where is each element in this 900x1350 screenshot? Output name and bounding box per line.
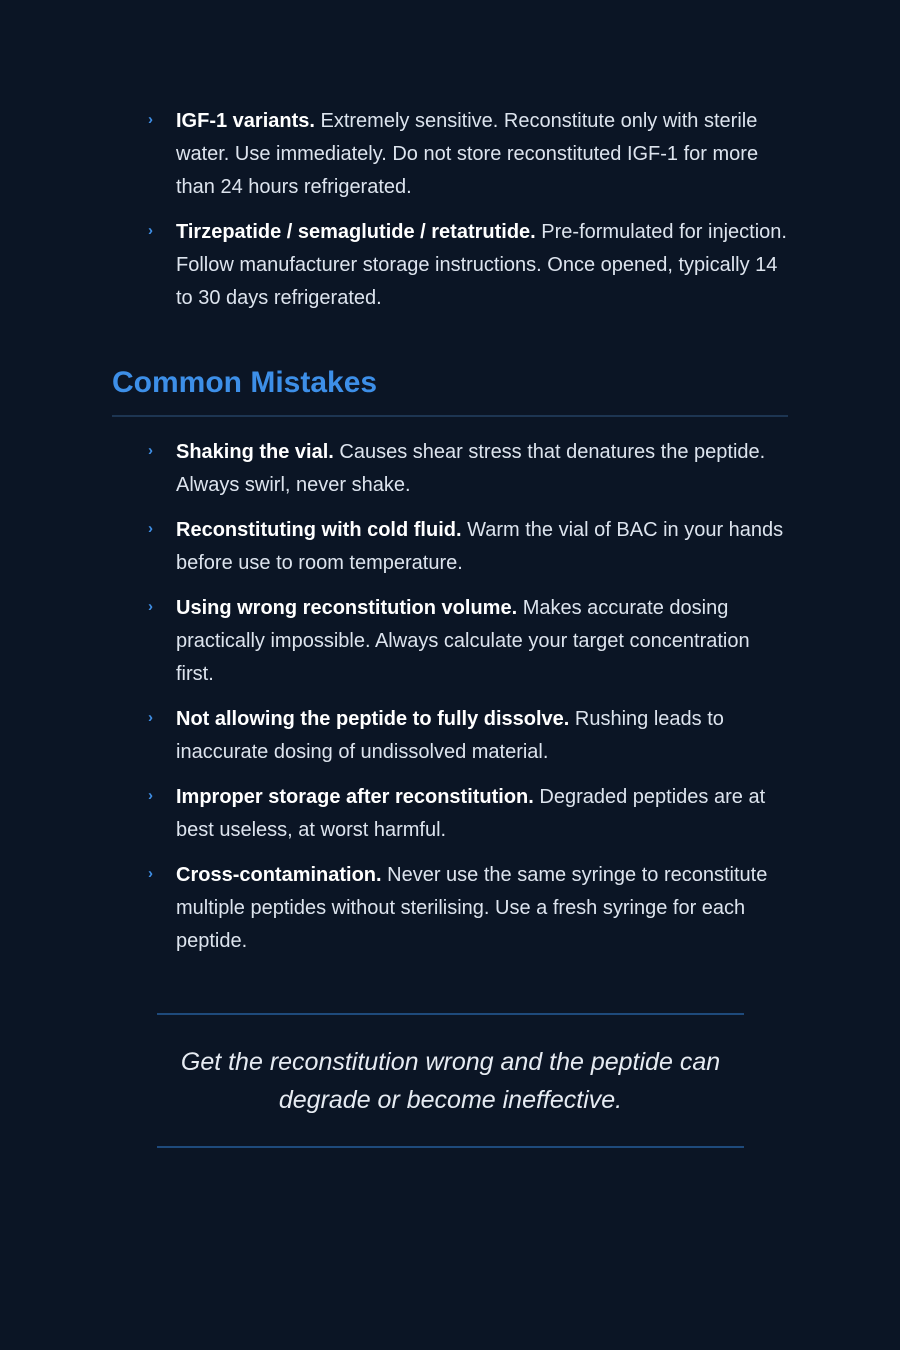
list-item — [148, 703, 788, 769]
pull-quote-text: Get the reconstitution wrong and the peptide can degrade or become ineffective. — [180, 1048, 721, 1114]
list-item — [148, 592, 788, 691]
list-item-text: Extremely sensitive. Reconstitute only with sterile water. Use immediately. Do not store reconstituted IGF-1 for more than 24 hours refrigerated. — [176, 110, 759, 198]
list-item-text: Rushing leads to inaccurate dosing of undissolved material. — [176, 708, 724, 763]
quote-bottom-divider — [157, 1146, 744, 1148]
list-item — [148, 514, 788, 580]
list-item-term: Not allowing the peptide to fully dissolve. — [176, 708, 570, 730]
list-item — [148, 105, 788, 204]
list-item-text: Never use the same syringe to reconstitute multiple peptides without sterilising. Use a fresh syringe for each peptide. — [176, 864, 768, 952]
chevron-right-icon: › — [148, 442, 153, 459]
list-item-term: Using wrong reconstitution volume. — [176, 597, 518, 619]
list-item — [148, 859, 788, 958]
list-item-text: Warm the vial of BAC in your hands before use to room temperature. — [176, 519, 784, 574]
chevron-right-icon: › — [148, 222, 153, 239]
list-item-text: Degraded peptides are at best useless, at worst harmful. — [176, 786, 766, 841]
list-item — [148, 436, 788, 502]
quote-top-divider — [157, 1013, 744, 1015]
list-item-term: IGF-1 variants. — [176, 110, 315, 132]
pull-quote — [157, 1013, 744, 1148]
chevron-right-icon: › — [148, 111, 153, 128]
storage-list — [112, 105, 788, 315]
list-item-term: Cross-contamination. — [176, 864, 382, 886]
chevron-right-icon: › — [148, 598, 153, 615]
list-item-term: Reconstituting with cold fluid. — [176, 519, 462, 541]
chevron-right-icon: › — [148, 865, 153, 882]
chevron-right-icon: › — [148, 520, 153, 537]
list-item — [148, 216, 788, 315]
list-item-text: Causes shear stress that denatures the peptide. Always swirl, never shake. — [176, 441, 766, 496]
section-heading: Common Mistakes — [112, 366, 378, 399]
list-item-text: Pre-formulated for injection. Follow manufacturer storage instructions. Once opened, typically 14 to 30 days refrigerated. — [176, 221, 787, 309]
section-divider — [112, 415, 788, 417]
list-item-text: Makes accurate dosing practically impossible. Always calculate your target concentration first. — [176, 597, 750, 685]
chevron-right-icon: › — [148, 787, 153, 804]
list-item-term: Improper storage after reconstitution. — [176, 786, 534, 808]
list-item-term: Shaking the vial. — [176, 441, 334, 463]
chevron-right-icon: › — [148, 709, 153, 726]
article-content — [112, 0, 788, 970]
mistakes-list — [112, 436, 788, 958]
list-item — [148, 781, 788, 847]
list-item-term: Tirzepatide / semaglutide / retatrutide. — [176, 221, 536, 243]
